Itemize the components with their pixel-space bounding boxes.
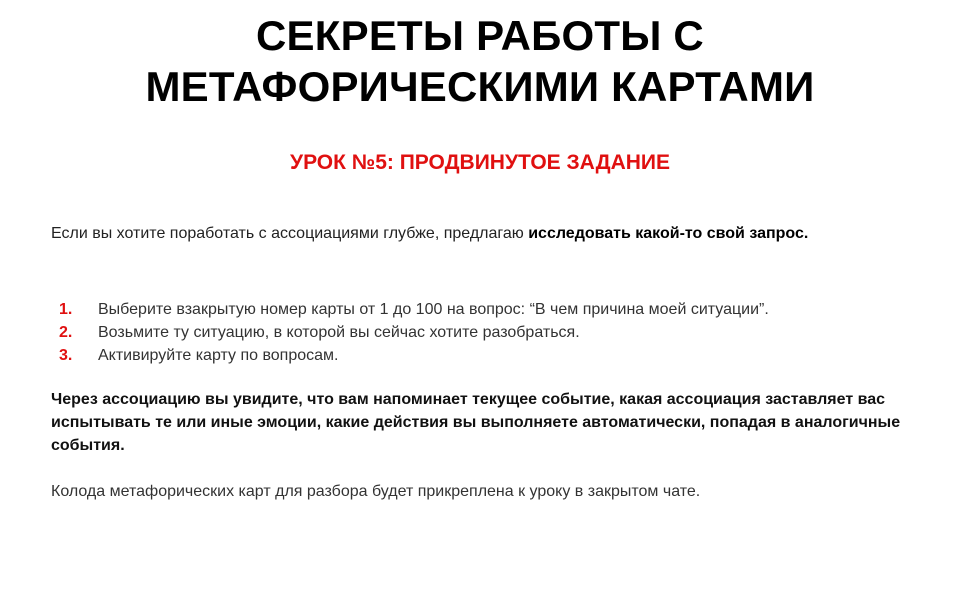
intro-bold-text: исследовать какой-то свой запрос. — [528, 225, 809, 242]
list-item — [51, 298, 911, 321]
list-item — [51, 344, 911, 367]
intro-paragraph — [51, 220, 891, 248]
step-text: Активируйте карту по вопросам. — [98, 347, 339, 364]
step-text: Выберите взакрытую номер карты от 1 до 100 на вопрос: “В чем причина моей ситуации”. — [98, 301, 769, 318]
page-title-line-2: МЕТАФОРИЧЕСКИМИ КАРТАМИ — [145, 63, 815, 110]
step-number: 2. — [59, 324, 73, 341]
page-title-line-1: СЕКРЕТЫ РАБОТЫ С — [256, 12, 704, 59]
steps-list — [51, 298, 911, 367]
page-title — [60, 10, 900, 112]
footer-paragraph: Колода метафорических карт для разбора будет прикреплена к уроку в закрытом чате. — [51, 483, 701, 500]
bold-note-paragraph: Через ассоциацию вы увидите, что вам напоминает текущее событие, какая ассоциация заставляет вас испытывать те или иные эмоции, какие действия вы выполняете автоматически, попадая в аналогичные события. — [51, 391, 901, 454]
intro-text: Если вы хотите поработать с ассоциациями глубже, предлагаю — [51, 225, 529, 242]
lesson-subtitle: УРОК №5: ПРОДВИНУТОЕ ЗАДАНИЕ — [290, 151, 670, 174]
step-number: 3. — [59, 347, 73, 364]
step-number: 1. — [59, 301, 73, 318]
list-item — [51, 321, 911, 344]
step-text: Возьмите ту ситуацию, в которой вы сейчас хотите разобраться. — [98, 324, 580, 341]
